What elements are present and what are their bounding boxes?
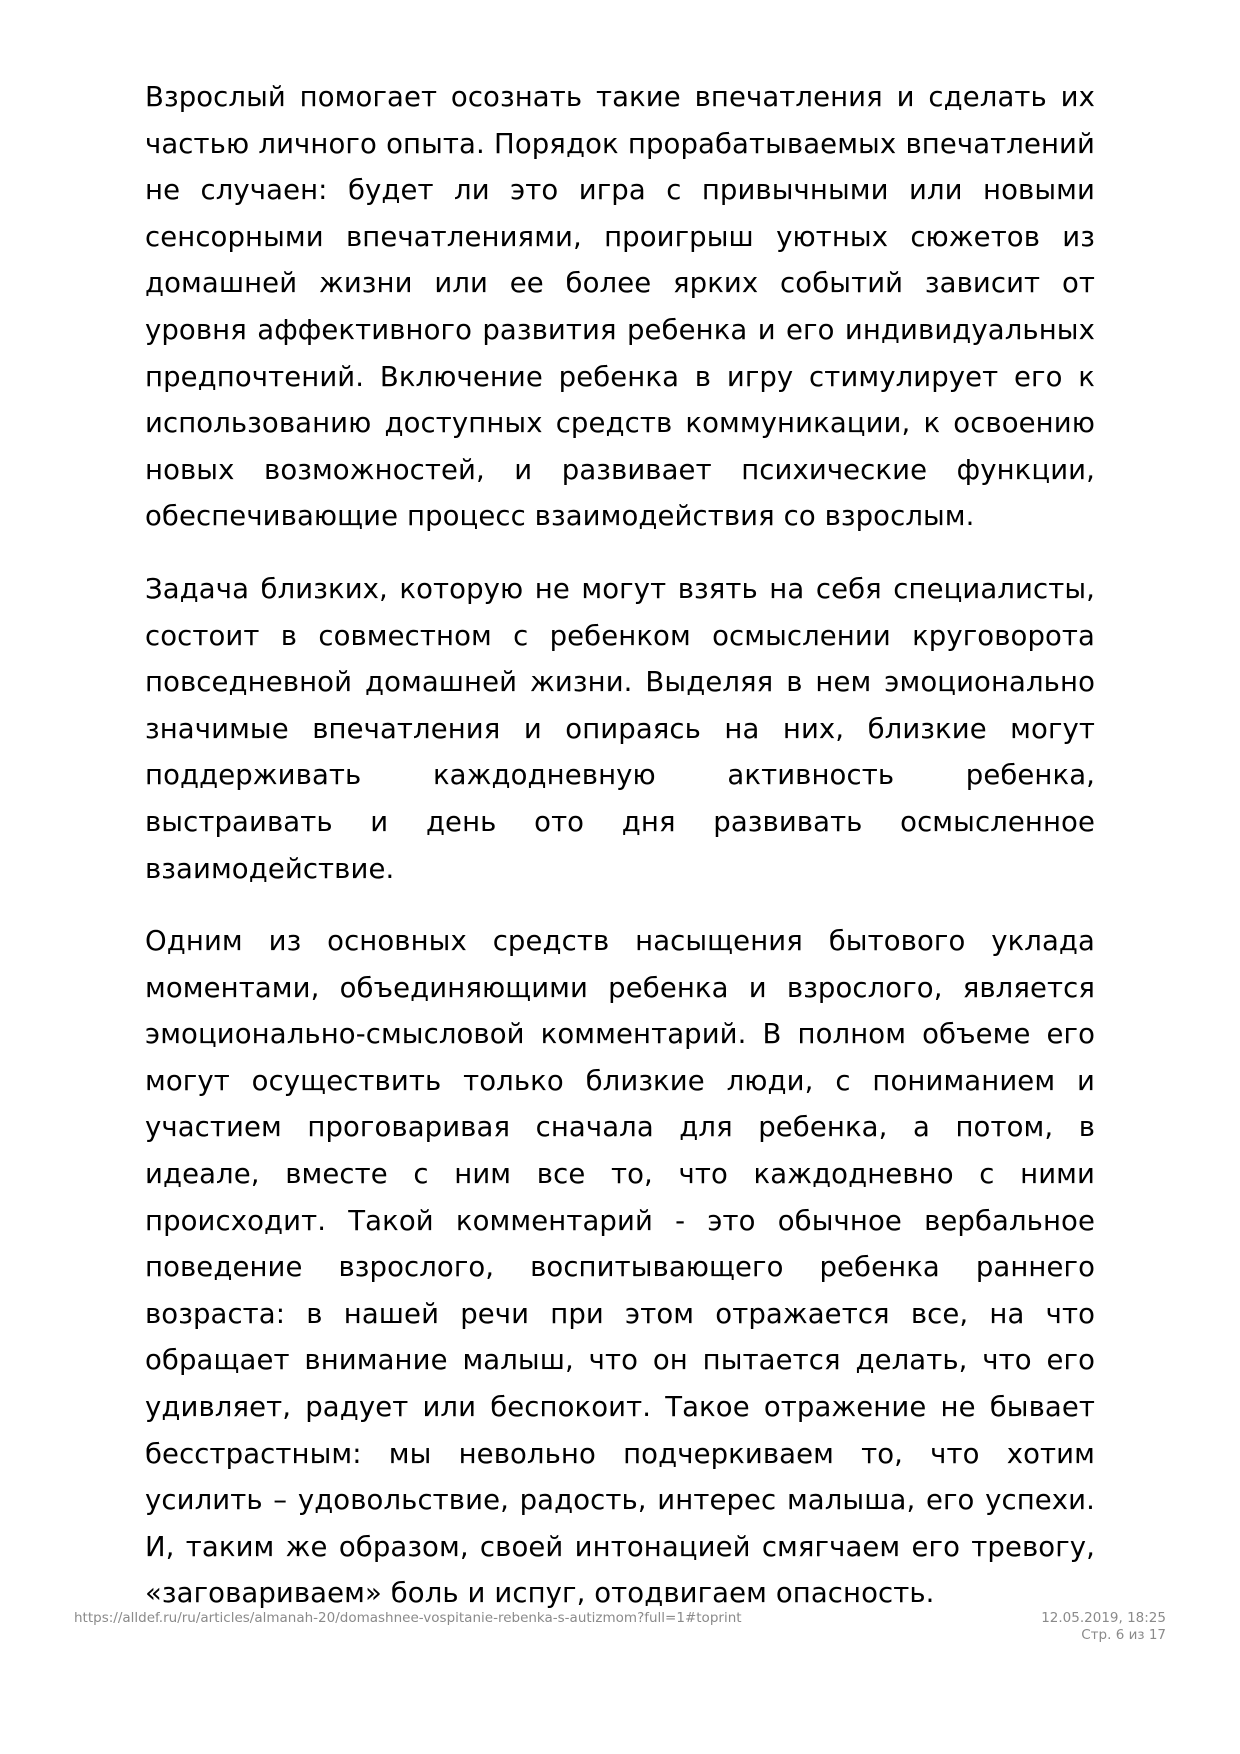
- article-body: [145, 74, 1095, 1617]
- paragraph-3: Одним из основных средств насыщения бытового уклада моментами, объединяющими ребенка и взрослого, является эмоционально-смысловой комментарий. В полном объеме его могут осуществить только близкие люди, с пониманием и участием проговаривая сначала для ребенка, а потом, в идеале, вместе с ним все то, что каждодневно с ними происходит. Такой комментарий - это обычное вербальное поведение взрослого, воспитывающего ребенка раннего возраста: в нашей речи при этом отражается все, на что обращает внимание малыш, что он пытается делать, что его удивляет, радует или беспокоит. Такое отражение не бывает бесстрастным: мы невольно подчеркиваем то, что хотим усилить – удовольствие, радость, интерес малыша, его успехи. И, таким же образом, своей интонацией смягчаем его тревогу, «заговариваем» боль и испуг, отодвигаем опасность.: [145, 925, 1095, 1610]
- paragraph-2: Задача близких, которую не могут взять на себя специалисты, состоит в совместном с ребенком осмыслении круговорота повседневной домашней жизни. Выделяя в нем эмоционально значимые впечатления и опираясь на них, близкие могут поддерживать каждодневную активность ребенка, выстраивать и день ото дня развивать осмысленное взаимодействие.: [145, 572, 1095, 885]
- footer-meta: [1041, 1610, 1166, 1644]
- footer-datetime: 12.05.2019, 18:25: [1041, 1610, 1166, 1626]
- paragraph-1: Взрослый помогает осознать такие впечатления и сделать их частью личного опыта. Порядок прорабатываемых впечатлений не случаен: будет ли это игра с привычными или новыми сенсорными впечатлениями, проигрыш уютных сюжетов из домашней жизни или ее более ярких событий зависит от уровня аффективного развития ребенка и его индивидуальных предпочтений. Включение ребенка в игру стимулирует его к использованию доступных средств коммуникации, к освоению новых возможностей, и развивает психические функции, обеспечивающие процесс взаимодействия со взрослым.: [145, 81, 1095, 533]
- footer-page-number: Стр. 6 из 17: [1081, 1627, 1166, 1643]
- footer-source-url: https://alldef.ru/ru/articles/almanah-20/domashnee-vospitanie-rebenka-s-autizmom?full=1#toprint: [74, 1610, 742, 1626]
